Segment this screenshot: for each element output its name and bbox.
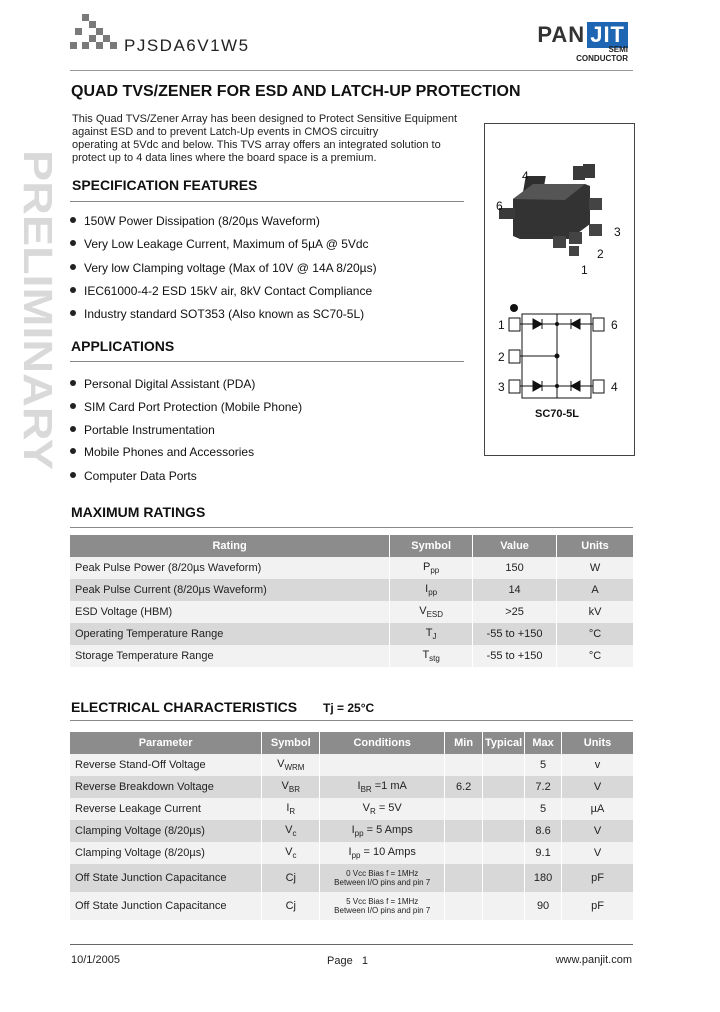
intro-line: operating at 5Vdc and below. This TVS array offers an integrated solution to (72, 139, 441, 151)
spec-features-list (70, 214, 464, 334)
electrical-divider (70, 720, 633, 721)
table-row (70, 579, 634, 601)
max-ratings-table (70, 535, 634, 667)
typ-cell (483, 754, 525, 776)
conditions-cell: $V_R = 5V$ (320, 798, 445, 820)
typ-cell (483, 820, 525, 842)
table-row (70, 601, 634, 623)
conditions-cell: $I_{pp} = 5$ Amps (320, 820, 445, 842)
unit-cell: A (557, 579, 634, 601)
symbol-cell: $V_{WRM}$ (262, 754, 320, 776)
package-label: SC70-5L (535, 408, 580, 420)
column-header: Min (445, 732, 483, 754)
schematic-pin: 3 (498, 380, 505, 394)
max-cell: 8.6 (525, 820, 562, 842)
table-row (70, 842, 634, 864)
column-header: Conditions (320, 732, 445, 754)
conditions-cell: 5 Vcc Bias f = 1MHz Between I/O pins and pin 7 (320, 892, 445, 920)
watermark-text: PRELIMINARY (15, 150, 61, 431)
column-header: Value (473, 535, 557, 557)
conditions-cell: $I_{pp} = 10$ Amps (320, 842, 445, 864)
footer-divider (70, 944, 633, 945)
min-cell (445, 892, 483, 920)
unit-cell: v (562, 754, 634, 776)
electrical-table (70, 732, 634, 920)
applications-heading: APPLICATIONS (71, 338, 175, 354)
pin-label: 3 (614, 225, 621, 239)
value-cell: >25 (473, 601, 557, 623)
typ-cell (483, 842, 525, 864)
list-item: Personal Digital Assistant (PDA) (70, 377, 255, 391)
symbol-cell: Cj (262, 864, 320, 892)
rating-cell: Peak Pulse Current (8/20µs Waveform) (70, 579, 390, 601)
preliminary-watermark (15, 150, 61, 480)
schematic-pin: 1 (498, 318, 505, 332)
intro-paragraph (72, 113, 462, 165)
intro-line: protect up to 4 data lines where the board space is a premium. (72, 152, 377, 164)
list-item: 150W Power Dissipation (8/20µs Waveform) (70, 214, 320, 228)
footer-date: 10/1/2005 (71, 954, 120, 966)
typ-cell (483, 798, 525, 820)
symbol-cell: $T_{stg}$ (390, 645, 473, 667)
min-cell (445, 754, 483, 776)
unit-cell: °C (557, 623, 634, 645)
unit-cell: pF (562, 864, 634, 892)
electrical-heading: ELECTRICAL CHARACTERISTICS (71, 699, 298, 715)
page-number: 1 (361, 955, 368, 967)
symbol-cell: $I_R$ (262, 798, 320, 820)
typ-cell (483, 864, 525, 892)
symbol-cell: $I_{pp}$ (390, 579, 473, 601)
rating-cell: Operating Temperature Range (70, 623, 390, 645)
table-row (70, 864, 634, 892)
column-header: Max (525, 732, 562, 754)
page-title: QUAD TVS/ZENER FOR ESD AND LATCH-UP PROTECTION (71, 83, 521, 100)
intro-line: This Quad TVS/Zener Array has been designed to Protect Sensitive Equipment (72, 113, 458, 125)
value-cell: 14 (473, 579, 557, 601)
header-divider (70, 70, 633, 71)
unit-cell: µA (562, 798, 634, 820)
column-header: Units (562, 732, 634, 754)
column-header: Rating (70, 535, 390, 557)
min-cell (445, 798, 483, 820)
schematic-pin: 4 (611, 380, 618, 394)
brand-sub-conductor: CONDUCTOR (576, 54, 628, 63)
page-label: Page (327, 955, 353, 967)
applications-list (70, 377, 464, 487)
param-cell: Reverse Breakdown Voltage (70, 776, 262, 798)
param-cell: Off State Junction Capacitance (70, 864, 262, 892)
brand-prefix: PAN (537, 22, 586, 47)
rating-cell: Storage Temperature Range (70, 645, 390, 667)
max-cell: 7.2 (525, 776, 562, 798)
param-cell: Clamping Voltage (8/20µs) (70, 842, 262, 864)
pin-label: 2 (597, 247, 604, 261)
param-cell: Reverse Stand-Off Voltage (70, 754, 262, 776)
intro-line: against ESD and to prevent Latch-Up events in CMOS circuitry (72, 126, 379, 138)
applications-divider (70, 361, 464, 362)
unit-cell: pF (562, 892, 634, 920)
footer-url[interactable]: www.panjit.com (555, 954, 632, 966)
symbol-cell: $P_{pp}$ (390, 557, 473, 579)
symbol-cell: $V_c$ (262, 842, 320, 864)
schematic-diagram (509, 304, 604, 398)
company-logo-mark (70, 14, 120, 54)
unit-cell: W (557, 557, 634, 579)
max-cell: 180 (525, 864, 562, 892)
value-cell: -55 to +150 (473, 623, 557, 645)
table-header-row (70, 732, 634, 754)
table-row (70, 820, 634, 842)
table-row (70, 557, 634, 579)
unit-cell: °C (557, 645, 634, 667)
conditions-cell: $I_{BR} =1$ mA (320, 776, 445, 798)
column-header: Parameter (70, 732, 262, 754)
param-cell: Clamping Voltage (8/20µs) (70, 820, 262, 842)
column-header: Symbol (262, 732, 320, 754)
pin-label: 4 (522, 169, 529, 183)
conditions-cell (320, 754, 445, 776)
pin-label: 1 (581, 263, 588, 277)
package-diagram-box (484, 123, 635, 456)
list-item: IEC61000-4-2 ESD 15kV air, 8kV Contact Compliance (70, 284, 372, 298)
typ-cell (483, 776, 525, 798)
spec-features-heading: SPECIFICATION FEATURES (72, 177, 258, 193)
package-diagram (485, 124, 634, 455)
min-cell (445, 842, 483, 864)
max-ratings-divider (70, 527, 633, 528)
list-item: Industry standard SOT353 (Also known as SC70-5L) (70, 307, 364, 321)
pin-label: 6 (496, 199, 503, 213)
list-item: Computer Data Ports (70, 469, 197, 483)
symbol-cell: $V_{ESD}$ (390, 601, 473, 623)
symbol-cell: $T_J$ (390, 623, 473, 645)
conditions-cell: 0 Vcc Bias f = 1MHz Between I/O pins and pin 7 (320, 864, 445, 892)
unit-cell: kV (557, 601, 634, 623)
table-row (70, 645, 634, 667)
list-item: Mobile Phones and Accessories (70, 445, 254, 459)
typ-cell (483, 892, 525, 920)
symbol-cell: Cj (262, 892, 320, 920)
schematic-pin: 2 (498, 350, 505, 364)
max-cell: 90 (525, 892, 562, 920)
rating-cell: ESD Voltage (HBM) (70, 601, 390, 623)
min-cell: 6.2 (445, 776, 483, 798)
spec-divider (70, 201, 464, 202)
brand-box: JIT (587, 22, 628, 48)
max-cell: 5 (525, 754, 562, 776)
list-item: SIM Card Port Protection (Mobile Phone) (70, 400, 302, 414)
schematic-pin: 6 (611, 318, 618, 332)
unit-cell: V (562, 842, 634, 864)
table-row (70, 892, 634, 920)
max-cell: 5 (525, 798, 562, 820)
brand-sub-semi: SEMI (608, 45, 628, 54)
min-cell (445, 820, 483, 842)
footer-page (327, 955, 368, 967)
rating-cell: Peak Pulse Power (8/20µs Waveform) (70, 557, 390, 579)
table-row (70, 798, 634, 820)
value-cell: 150 (473, 557, 557, 579)
symbol-cell: $V_c$ (262, 820, 320, 842)
part-number: PJSDA6V1W5 (124, 36, 250, 55)
table-row (70, 754, 634, 776)
min-cell (445, 864, 483, 892)
list-item: Very low Clamping voltage (Max of 10V @ 14A 8/20µs) (70, 261, 377, 275)
symbol-cell: $V_{BR}$ (262, 776, 320, 798)
temperature-condition: Tj = 25°C (323, 701, 375, 715)
unit-cell: V (562, 776, 634, 798)
table-row (70, 623, 634, 645)
list-item: Portable Instrumentation (70, 423, 215, 437)
param-cell: Off State Junction Capacitance (70, 892, 262, 920)
table-header-row (70, 535, 634, 557)
column-header: Units (557, 535, 634, 557)
list-item: Very Low Leakage Current, Maximum of 5µA @ 5Vdc (70, 237, 369, 251)
sc70-package-icon (499, 164, 602, 256)
max-ratings-heading: MAXIMUM RATINGS (71, 504, 206, 520)
value-cell: -55 to +150 (473, 645, 557, 667)
column-header: Symbol (390, 535, 473, 557)
param-cell: Reverse Leakage Current (70, 798, 262, 820)
max-cell: 9.1 (525, 842, 562, 864)
table-row (70, 776, 634, 798)
unit-cell: V (562, 820, 634, 842)
column-header: Typical (483, 732, 525, 754)
